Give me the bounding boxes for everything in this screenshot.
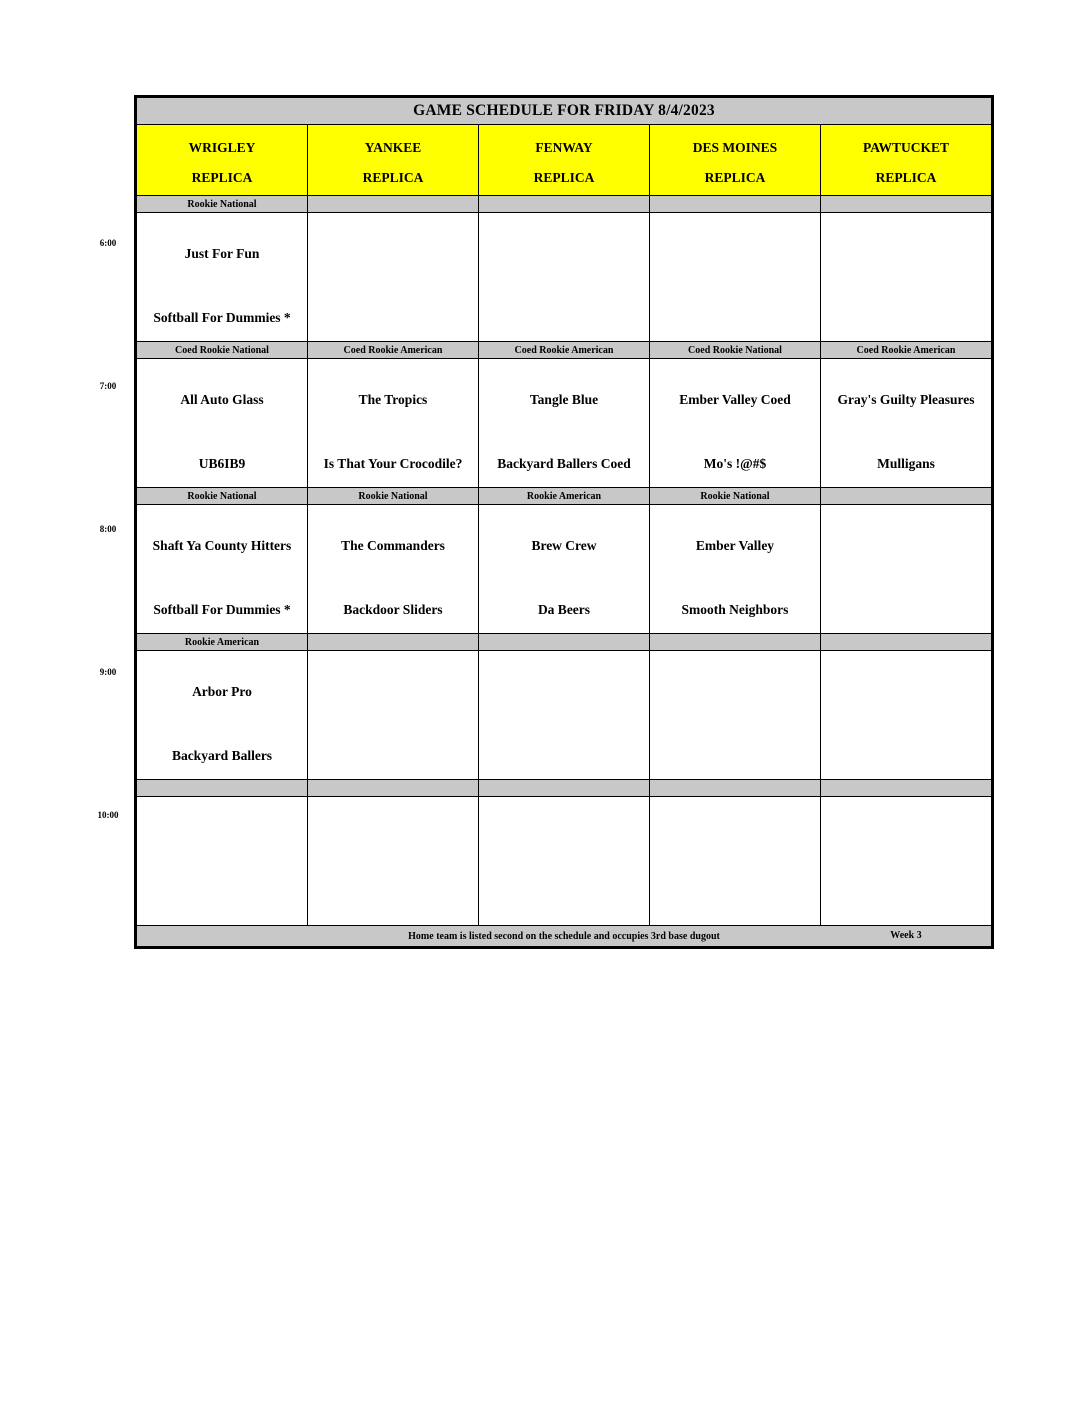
game-cell xyxy=(650,213,821,342)
home-team xyxy=(821,262,991,310)
home-team xyxy=(308,846,478,894)
game-cell xyxy=(308,651,479,780)
home-team: UB6IB9 xyxy=(198,456,246,471)
game-cell xyxy=(308,213,479,342)
game-row xyxy=(137,359,992,488)
home-team: Softball For Dummies * xyxy=(153,310,291,325)
away-team xyxy=(821,536,991,554)
away-team xyxy=(650,682,820,700)
home-team: Softball For Dummies * xyxy=(153,602,291,617)
game-cell xyxy=(137,213,308,342)
game-cell xyxy=(137,505,308,634)
away-team: Just For Fun xyxy=(184,246,260,261)
time-label-1000: 10:00 xyxy=(97,810,119,820)
division-label xyxy=(308,196,479,213)
field-header-pawtucket xyxy=(821,125,992,196)
home-team: Is That Your Crocodile? xyxy=(323,456,463,471)
footer-row xyxy=(137,926,992,947)
field-name: DES MOINES xyxy=(692,139,778,155)
home-team: Backyard Ballers Coed xyxy=(497,456,631,471)
game-cell xyxy=(137,359,308,488)
home-team xyxy=(479,262,649,310)
page-title: GAME SCHEDULE FOR FRIDAY 8/4/2023 xyxy=(137,98,992,125)
game-row xyxy=(137,213,992,342)
division-label xyxy=(821,196,992,213)
game-cell xyxy=(479,213,650,342)
game-cell xyxy=(479,797,650,926)
home-team: Mo's !@#$ xyxy=(703,456,767,471)
away-team xyxy=(821,244,991,262)
division-label xyxy=(308,780,479,797)
game-row xyxy=(137,651,992,780)
away-team xyxy=(821,682,991,700)
game-cell xyxy=(821,359,992,488)
division-label: Rookie American xyxy=(137,634,308,651)
division-label xyxy=(650,634,821,651)
division-label: Rookie American xyxy=(479,488,650,505)
away-team xyxy=(308,244,478,262)
game-cell xyxy=(821,505,992,634)
division-label xyxy=(821,488,992,505)
away-team xyxy=(308,828,478,846)
division-row xyxy=(137,634,992,651)
field-replica: REPLICA xyxy=(191,170,253,185)
away-team: Shaft Ya County Hitters xyxy=(152,538,292,553)
game-cell xyxy=(650,359,821,488)
home-team xyxy=(479,846,649,894)
away-team xyxy=(650,828,820,846)
field-replica: REPLICA xyxy=(362,170,424,185)
division-label xyxy=(479,634,650,651)
game-cell xyxy=(308,797,479,926)
field-replica: REPLICA xyxy=(704,170,766,185)
away-team xyxy=(821,828,991,846)
game-cell xyxy=(650,797,821,926)
game-cell xyxy=(821,213,992,342)
away-team xyxy=(137,828,307,846)
field-header-des-moines xyxy=(650,125,821,196)
field-name: PAWTUCKET xyxy=(862,139,949,155)
division-label: Coed Rookie American xyxy=(308,342,479,359)
game-cell xyxy=(821,797,992,926)
division-label: Rookie National xyxy=(137,196,308,213)
schedule-table xyxy=(136,97,992,947)
home-team: Da Beers xyxy=(537,602,591,617)
game-cell xyxy=(137,797,308,926)
game-cell xyxy=(650,505,821,634)
game-row xyxy=(137,505,992,634)
game-cell xyxy=(479,651,650,780)
division-label xyxy=(479,780,650,797)
away-team: Tangle Blue xyxy=(529,392,599,407)
away-team: All Auto Glass xyxy=(180,392,264,407)
division-label xyxy=(821,780,992,797)
away-team: The Tropics xyxy=(358,392,428,407)
home-team xyxy=(137,846,307,894)
away-team xyxy=(479,244,649,262)
field-header-row xyxy=(137,125,992,196)
footer-note-cell xyxy=(137,926,992,947)
away-team: Ember Valley Coed xyxy=(679,392,791,407)
division-label xyxy=(821,634,992,651)
game-row xyxy=(137,797,992,926)
away-team xyxy=(479,828,649,846)
division-label: Rookie National xyxy=(137,488,308,505)
away-team: Ember Valley xyxy=(695,538,775,553)
division-row xyxy=(137,780,992,797)
division-label xyxy=(650,196,821,213)
home-team xyxy=(308,262,478,310)
home-team xyxy=(821,554,991,602)
home-team: Mulligans xyxy=(877,456,935,471)
game-cell xyxy=(308,359,479,488)
division-row xyxy=(137,342,992,359)
division-label: Rookie National xyxy=(308,488,479,505)
home-team: Backyard Ballers xyxy=(171,748,273,763)
home-team: Smooth Neighbors xyxy=(681,602,789,617)
division-label: Rookie National xyxy=(650,488,821,505)
field-header-fenway xyxy=(479,125,650,196)
away-team: Gray's Guilty Pleasures xyxy=(837,392,975,407)
field-name: FENWAY xyxy=(535,139,593,155)
field-header-yankee xyxy=(308,125,479,196)
game-cell xyxy=(479,505,650,634)
field-name: YANKEE xyxy=(364,139,422,155)
division-label xyxy=(650,780,821,797)
home-team xyxy=(650,846,820,894)
away-team: The Commanders xyxy=(341,538,445,553)
division-label xyxy=(137,780,308,797)
field-header-wrigley xyxy=(137,125,308,196)
field-replica: REPLICA xyxy=(533,170,595,185)
time-label-900: 9:00 xyxy=(99,667,117,677)
away-team xyxy=(308,682,478,700)
game-cell xyxy=(650,651,821,780)
home-team xyxy=(821,846,991,894)
division-label xyxy=(308,634,479,651)
away-team xyxy=(650,244,820,262)
division-row xyxy=(137,196,992,213)
home-team: Backdoor Sliders xyxy=(343,602,443,617)
field-replica: REPLICA xyxy=(875,170,937,185)
week-label: Week 3 xyxy=(890,930,922,941)
home-team xyxy=(479,700,649,748)
home-team xyxy=(650,700,820,748)
time-label-700: 7:00 xyxy=(99,381,117,391)
division-label: Coed Rookie National xyxy=(137,342,308,359)
division-label: Coed Rookie National xyxy=(650,342,821,359)
game-cell xyxy=(137,651,308,780)
title-row xyxy=(137,98,992,125)
game-cell xyxy=(479,359,650,488)
time-label-600: 6:00 xyxy=(99,238,117,248)
game-cell xyxy=(308,505,479,634)
division-label: Coed Rookie American xyxy=(479,342,650,359)
away-team xyxy=(479,682,649,700)
schedule-sheet xyxy=(134,95,994,949)
field-name: WRIGLEY xyxy=(188,139,256,155)
away-team: Brew Crew xyxy=(531,538,597,553)
away-team: Arbor Pro xyxy=(192,684,252,699)
home-team xyxy=(650,262,820,310)
division-label xyxy=(479,196,650,213)
game-cell xyxy=(821,651,992,780)
time-label-800: 8:00 xyxy=(99,524,117,534)
home-team xyxy=(308,700,478,748)
home-team xyxy=(821,700,991,748)
division-row xyxy=(137,488,992,505)
footer-note: Home team is listed second on the schedule and occupies 3rd base dugout xyxy=(408,930,720,942)
division-label: Coed Rookie American xyxy=(821,342,992,359)
